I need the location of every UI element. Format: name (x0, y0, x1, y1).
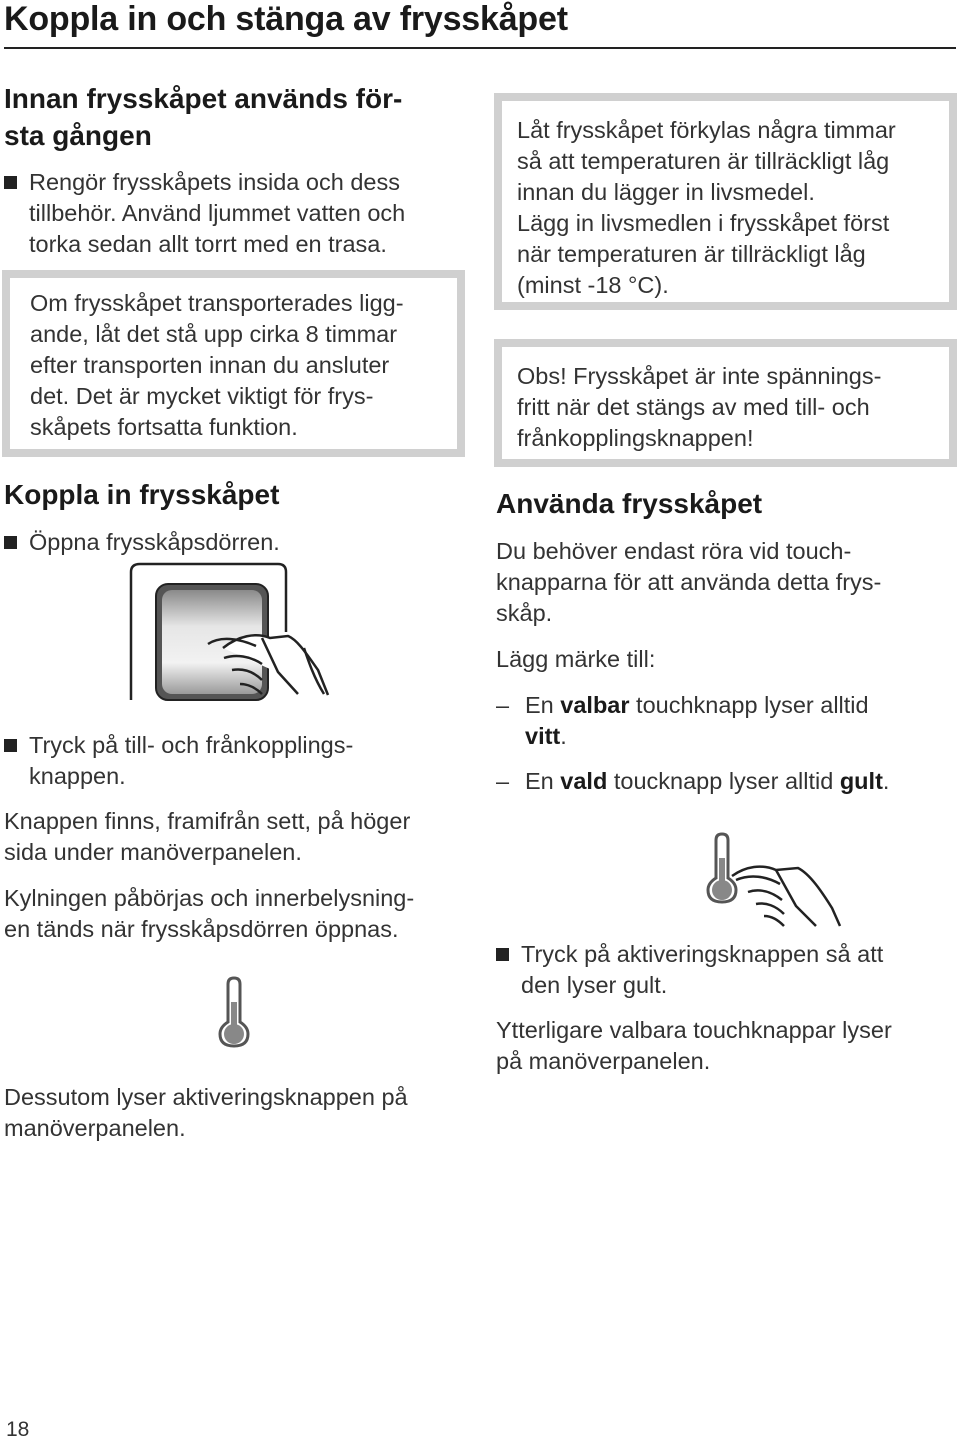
cooling-starts-text: Kylningen påbörjas och innerbelysning- en tänds när frysskåpsdörren öppnas. (4, 885, 415, 942)
switch-location-text: Knappen finns, framifrån sett, på höger sida under manöverpanelen. (4, 808, 411, 865)
touch-buttons-intro-text: Du behöver endast röra vid touch- knapparna för att använda detta frys- skåp. (496, 538, 882, 626)
note-label-text: Lägg märke till: (496, 646, 656, 672)
transport-warning-box: Om frysskåpet transporterades ligg- ande, låt det stå upp cirka 8 timmar efter transporten innan du ansluter det. Det är mycket viktigt för frys- skåpets fortsatta funktion. (2, 270, 465, 457)
section-heading-use: Använda frysskåpet (496, 488, 763, 519)
thermometer-icon (218, 976, 250, 1048)
title-rule (4, 47, 956, 49)
more-touch-buttons-text: Ytterligare valbara touchknappar lyser på manöverpanelen. (496, 1017, 892, 1074)
section-heading-first-use: Innan frysskåpet används för- sta gången (4, 83, 403, 151)
voltage-warning-box: Obs! Frysskåpet är inte spännings- fritt när det stängs av med till- och frånkopplingsknappen! (494, 339, 957, 467)
bullet-square-icon (4, 176, 17, 189)
thermometer-with-hand-icon (706, 830, 846, 930)
section-heading-switch-on: Koppla in frysskåpet (4, 479, 280, 510)
page-number: 18 (6, 1418, 30, 1441)
bullet-square-icon (496, 948, 509, 961)
activation-button-lit-text: Dessutom lyser aktiveringsknappen på manöverpanelen. (4, 1084, 408, 1141)
bullet-square-icon (4, 739, 17, 752)
power-switch-with-hand-icon (128, 560, 333, 710)
precool-note-box: Låt frysskåpet förkylas några timmar så att temperaturen är tillräckligt låg innan du lägger in livsmedel. Lägg in livsmedlen i frysskåpet först när temperaturen är tillräckligt låg (minst -18 °C). (494, 93, 957, 310)
bullet-square-icon (4, 536, 17, 549)
page-title: Koppla in och stänga av frysskåpet (4, 0, 568, 38)
